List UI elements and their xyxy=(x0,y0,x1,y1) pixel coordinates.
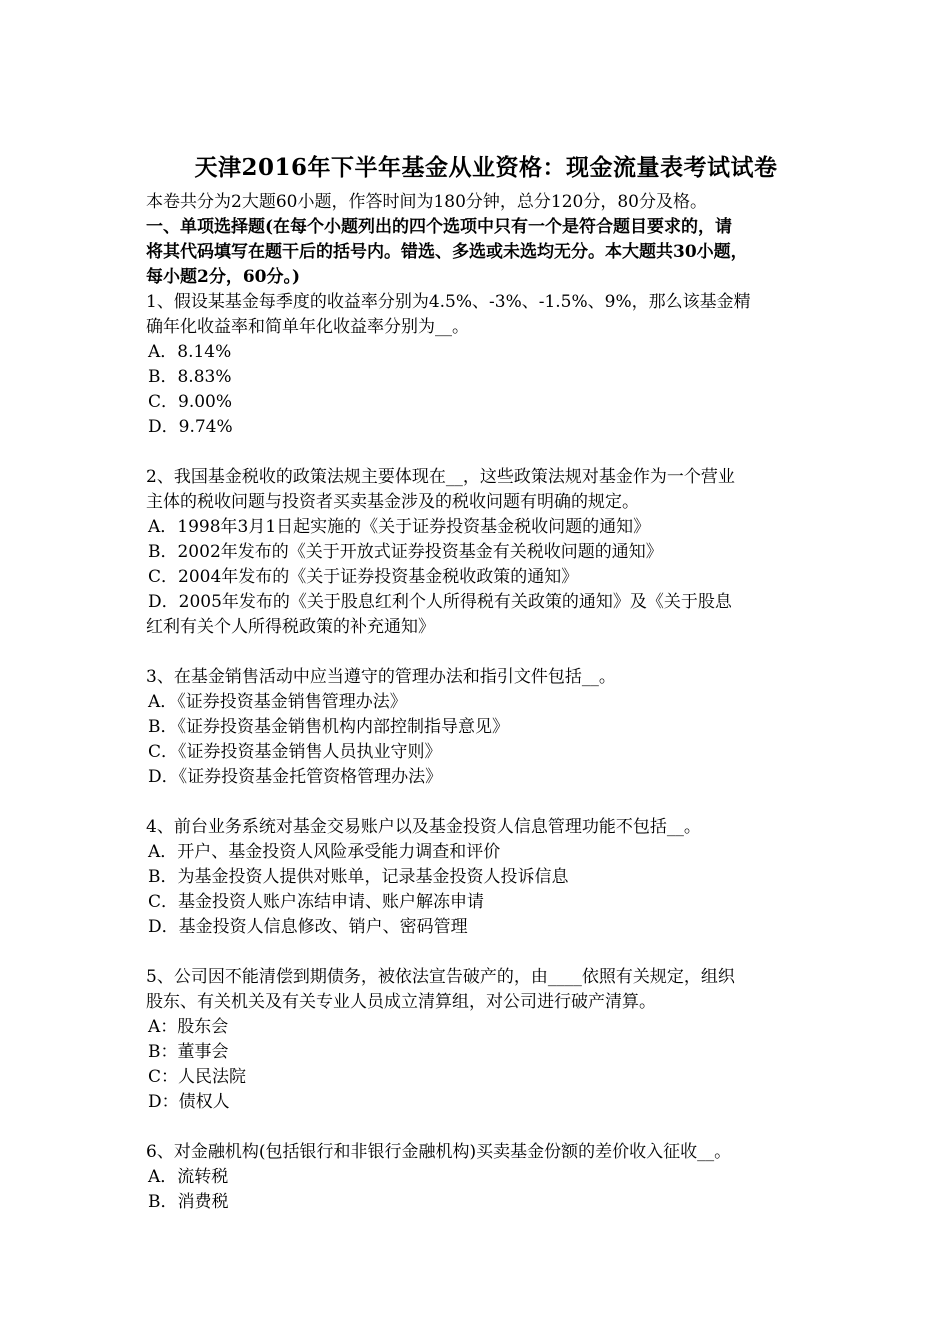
option-b: B：董事会 xyxy=(148,1042,229,1062)
option-c: C．2004年发布的《关于证券投资基金税收政策的通知》 xyxy=(148,567,579,587)
option-c: C．《证券投资基金销售人员执业守则》 xyxy=(148,742,442,762)
question-stem: 股东、有关机关及有关专业人员成立清算组，对公司进行破产清算。 xyxy=(146,992,656,1012)
option-c: C：人民法院 xyxy=(148,1067,247,1087)
page-title: 天津2016年下半年基金从业资格：现金流量表考试试卷 xyxy=(194,154,778,181)
option-d: D．《证券投资基金托管资格管理办法》 xyxy=(148,767,443,787)
question-1 xyxy=(146,290,826,440)
section-heading-line-2: 将其代码填写在题干后的括号内。错选、多选或未选均无分。本大题共30小题， xyxy=(146,242,748,262)
option-d: D．基金投资人信息修改、销户、密码管理 xyxy=(148,917,468,937)
option-b: B．消费税 xyxy=(148,1192,229,1212)
question-stem: 主体的税收问题与投资者买卖基金涉及的税收问题有明确的规定。 xyxy=(146,492,639,512)
option-a: A．《证券投资基金销售管理办法》 xyxy=(148,692,407,712)
option-d: D．2005年发布的《关于股息红利个人所得税有关政策的通知》及《关于股息 xyxy=(148,592,732,612)
exam-intro: 本卷共分为2大题60小题，作答时间为180分钟，总分120分，80分及格。 xyxy=(146,192,707,212)
question-stem: 5、公司因不能清偿到期债务，被依法宣告破产的，由____依照有关规定，组织 xyxy=(146,967,735,987)
question-3 xyxy=(146,665,826,790)
option-b: B．为基金投资人提供对账单，记录基金投资人投诉信息 xyxy=(148,867,569,887)
question-stem: 3、在基金销售活动中应当遵守的管理办法和指引文件包括__。 xyxy=(146,667,616,687)
question-5 xyxy=(146,965,826,1115)
option-d-continued: 红利有关个人所得税政策的补充通知》 xyxy=(146,617,435,637)
option-b: B．《证券投资基金销售机构内部控制指导意见》 xyxy=(148,717,509,737)
question-6 xyxy=(146,1140,826,1215)
option-c: C．9.00% xyxy=(148,392,233,412)
question-stem: 2、我国基金税收的政策法规主要体现在__，这些政策法规对基金作为一个营业 xyxy=(146,467,735,487)
question-stem: 确年化收益率和简单年化收益率分别为__。 xyxy=(146,317,469,337)
option-b: B．2002年发布的《关于开放式证券投资基金有关税收问题的通知》 xyxy=(148,542,663,562)
option-a: A．8.14% xyxy=(148,342,232,362)
option-a: A．1998年3月1日起实施的《关于证券投资基金税收问题的通知》 xyxy=(148,517,651,537)
option-d: D：债权人 xyxy=(148,1092,230,1112)
section-heading-line-3: 每小题2分，60分。) xyxy=(146,267,301,287)
exam-page xyxy=(146,150,826,1215)
option-a: A．开户、基金投资人风险承受能力调查和评价 xyxy=(148,842,501,862)
question-stem: 1、假设某基金每季度的收益率分别为4.5%、-3%、-1.5%、9%，那么该基金精 xyxy=(146,292,751,312)
option-d: D．9.74% xyxy=(148,417,233,437)
spacer xyxy=(146,790,826,815)
question-4 xyxy=(146,815,826,940)
option-a: A：股东会 xyxy=(148,1017,229,1037)
spacer xyxy=(146,1115,826,1140)
spacer xyxy=(146,640,826,665)
option-a: A．流转税 xyxy=(148,1167,229,1187)
section-heading-line-1: 一、单项选择题(在每个小题列出的四个选项中只有一个是符合题目要求的，请 xyxy=(146,217,733,237)
question-2 xyxy=(146,465,826,640)
spacer xyxy=(146,940,826,965)
question-stem: 4、前台业务系统对基金交易账户以及基金投资人信息管理功能不包括__。 xyxy=(146,817,701,837)
option-b: B．8.83% xyxy=(148,367,232,387)
option-c: C．基金投资人账户冻结申请、账户解冻申请 xyxy=(148,892,485,912)
spacer xyxy=(146,440,826,465)
question-stem: 6、对金融机构(包括银行和非银行金融机构)买卖基金份额的差价收入征收__。 xyxy=(146,1142,732,1162)
